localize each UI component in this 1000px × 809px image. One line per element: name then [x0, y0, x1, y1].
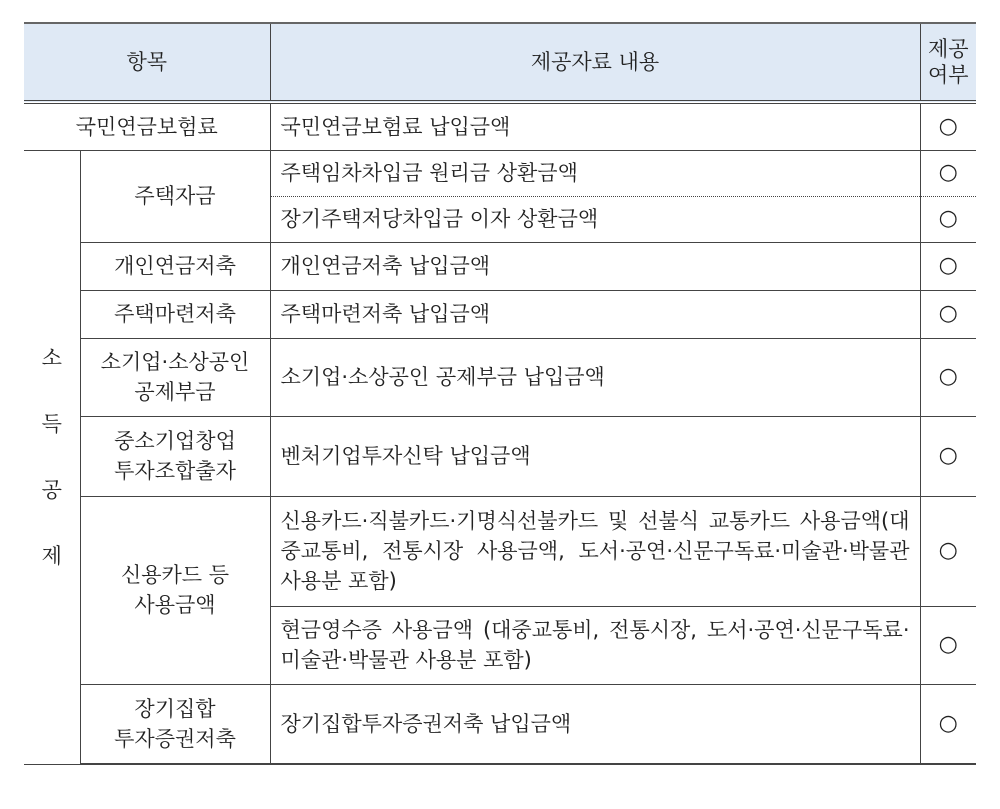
tax-data-table [24, 22, 976, 765]
header-provided-line2: 여부 [927, 63, 969, 87]
provided-mark: ○ [920, 150, 976, 196]
header-provided [920, 23, 976, 102]
row-item: 주택마련저축 [80, 290, 270, 338]
row-item [80, 416, 270, 496]
provided-mark: ○ [920, 606, 976, 684]
row-content: 개인연금저축 납입금액 [270, 242, 920, 290]
row-item-line2: 사용금액 [134, 593, 216, 617]
table-row [24, 242, 976, 290]
table-row [24, 338, 976, 416]
provided-mark: ○ [920, 338, 976, 416]
row-content: 벤처기업투자신탁 납입금액 [270, 416, 920, 496]
provided-mark: ○ [920, 196, 976, 242]
provided-mark: ○ [920, 290, 976, 338]
header-provided-line1: 제공 [927, 37, 969, 61]
provided-mark: ○ [920, 102, 976, 150]
header-content: 제공자료 내용 [270, 23, 920, 102]
row-item-line1: 중소기업창업 [114, 429, 236, 453]
row-content: 장기주택저당차입금 이자 상환금액 [270, 196, 920, 242]
row-content: 주택마련저축 납입금액 [270, 290, 920, 338]
table-row [24, 684, 976, 764]
row-item [80, 684, 270, 764]
row-item-line1: 신용카드 등 [120, 563, 230, 587]
provided-mark: ○ [920, 242, 976, 290]
provided-mark: ○ [920, 496, 976, 606]
row-item: 주택자금 [80, 150, 270, 242]
row-content: 주택임차차입금 원리금 상환금액 [270, 150, 920, 196]
row-item-line1: 장기집합 [134, 696, 216, 721]
row-item-line2: 공제부금 [134, 380, 216, 404]
table-row [24, 150, 976, 196]
table-row [24, 102, 976, 150]
row-content: 소기업·소상공인 공제부금 납입금액 [270, 338, 920, 416]
table-header-row [24, 23, 976, 102]
row-content: 국민연금보험료 납입금액 [270, 102, 920, 150]
table-row [24, 496, 976, 606]
row-item-line1: 소기업·소상공인 [100, 350, 250, 374]
table-row [24, 290, 976, 338]
row-item [80, 496, 270, 684]
row-content: 현금영수증 사용금액 (대중교통비, 전통시장, 도서·공연·신문구독료·미술관·박물관 사용분 포함) [270, 606, 920, 684]
provided-mark: ○ [920, 416, 976, 496]
row-content: 장기집합투자증권저축 납입금액 [270, 684, 920, 764]
row-item [80, 338, 270, 416]
row-item: 국민연금보험료 [24, 102, 270, 150]
group-label-income-deduction [24, 150, 80, 764]
row-content: 신용카드·직불카드·기명식선불카드 및 선불식 교통카드 사용금액(대중교통비, 전통시장 사용금액, 도서·공연·신문구독료·미술관·박물관 사용분 포함) [270, 496, 920, 606]
table-row [24, 416, 976, 496]
row-item-line2: 투자조합출자 [114, 459, 236, 483]
provided-mark: ○ [920, 684, 976, 764]
row-item: 개인연금저축 [80, 242, 270, 290]
row-item-line2: 투자증권저축 [114, 726, 236, 751]
group-label: 소득공제 [41, 346, 62, 568]
header-item: 항목 [24, 23, 270, 102]
